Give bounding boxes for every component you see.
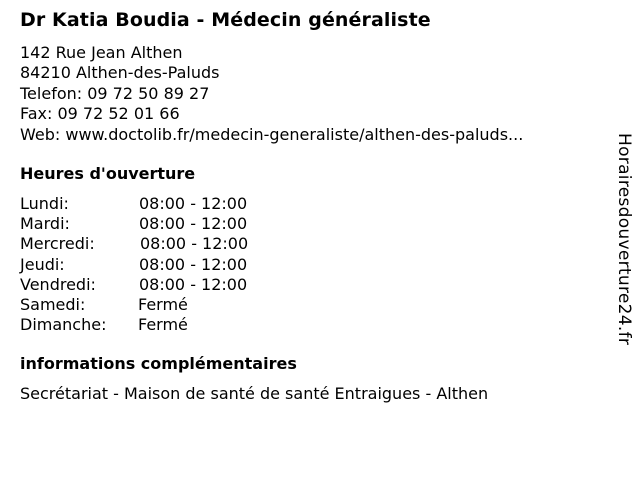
opening-hours-heading: Heures d'ouverture <box>20 164 196 183</box>
time-value: Fermé <box>138 294 188 314</box>
website-url: Web: www.doctolib.fr/medecin-generaliste/althen-des-paluds... <box>20 124 524 144</box>
city-address: 84210 Althen-des-Paluds <box>20 63 220 83</box>
phone-number: Telefon: 09 72 50 89 27 <box>20 83 210 103</box>
additional-info-heading: informations complémentaires <box>20 354 297 373</box>
day-label: Dimanche: <box>20 315 107 335</box>
time-value: 08:00 - 12:00 <box>139 254 248 274</box>
time-value: 08:00 - 12:00 <box>139 214 248 234</box>
day-label: Mardi: <box>20 214 70 234</box>
additional-info-text: Secrétariat - Maison de santé de santé Entraigues - Althen <box>20 384 489 403</box>
contact-block <box>20 43 523 145</box>
day-label: Samedi: <box>20 294 86 314</box>
site-watermark: Horairesdouverture24.fr <box>614 133 634 346</box>
day-label: Jeudi: <box>20 254 65 274</box>
time-value: Fermé <box>138 315 188 335</box>
day-label: Mercredi: <box>20 234 95 254</box>
day-label: Vendredi: <box>20 274 96 294</box>
time-value: 08:00 - 12:00 <box>139 194 248 213</box>
street-address: 142 Rue Jean Althen <box>20 43 183 62</box>
day-label: Lundi: <box>20 194 69 213</box>
page-title: Dr Katia Boudia - Médecin généraliste <box>20 9 431 31</box>
fax-number: Fax: 09 72 52 01 66 <box>20 104 180 124</box>
time-value: 08:00 - 12:00 <box>140 234 249 254</box>
time-value: 08:00 - 12:00 <box>139 274 248 294</box>
